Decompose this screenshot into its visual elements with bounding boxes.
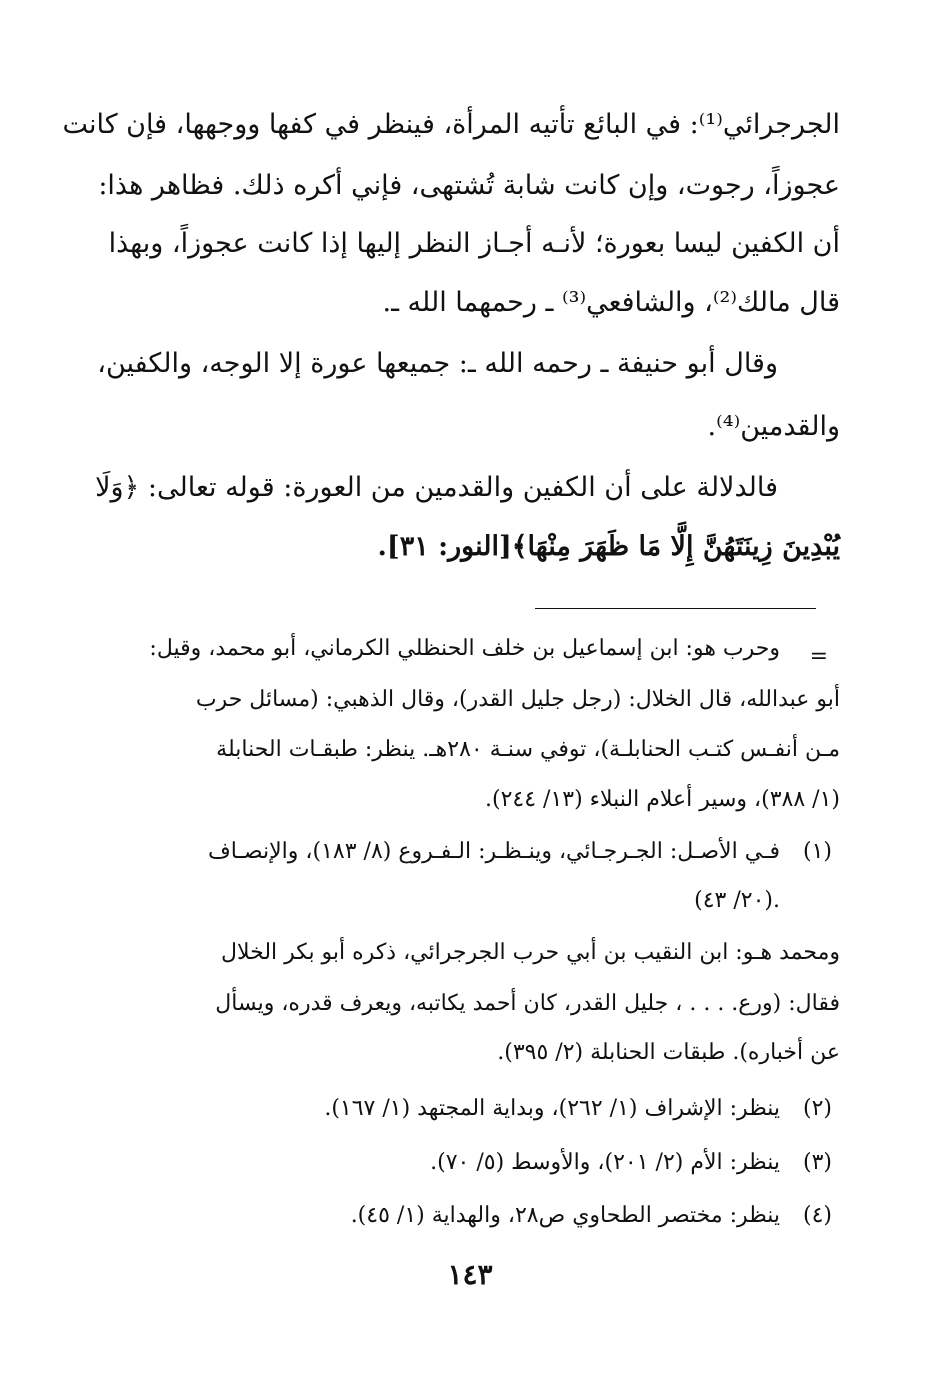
footnote-line: ينظر: الأم (٢/ ٢٠١)، والأوسط (٥/ ٧٠). xyxy=(430,1150,780,1175)
page-number: ١٤٣ xyxy=(447,1258,493,1291)
footnote-line: ينظر: مختصر الطحاوي ص٢٨، والهداية (١/ ٤٥). xyxy=(350,1203,780,1228)
main-text-line: قال مالك⁽²⁾، والشافعي⁽³⁾ ـ رحمهما الله ـ. xyxy=(382,287,840,318)
main-text-line: عجوزاً، رجوت، وإن كانت شابة تُشتهى، فإني أكره ذلك. فظاهر هذا: xyxy=(98,170,840,201)
main-text-line: وقال أبو حنيفة ـ رحمه الله ـ: جميعها عورة إلا الوجه، والكفين، xyxy=(97,348,778,379)
footnote-line: مـن أنفـس كتـب الحنابلـة)، توفي سنـة ٢٨٠هـ. ينظر: طبقـات الحنابلة xyxy=(216,737,840,762)
footnote-continuation-marker: = xyxy=(809,644,828,669)
footnote-number: (٤) xyxy=(802,1203,832,1228)
main-text-line: أن الكفين ليسا بعورة؛ لأنـه أجـاز النظر إليها إذا كانت عجوزاً، وبهذا xyxy=(108,228,840,259)
main-text-line: والقدمين⁽⁴⁾. xyxy=(707,411,840,442)
footnote-line: وحرب هو: ابن إسماعيل بن خلف الحنظلي الكرماني، أبو محمد، وقيل: xyxy=(149,636,780,661)
footnote-line: أبو عبدالله، قال الخلال: (رجل جليل القدر)، وقال الذهبي: (مسائل حرب xyxy=(195,687,840,712)
main-text-line: الجرجرائي⁽¹⁾: في البائع تأتيه المرأة، فينظر في كفها ووجهها، فإن كانت xyxy=(62,109,840,140)
quran-verse-line: يُبْدِينَ زِينَتَهُنَّ إِلَّا مَا ظَهَرَ مِنْهَا﴾[النور: ٣١]. xyxy=(377,531,840,562)
footnote-line: فقال: (ورع. . . . ، جليل القدر، كان أحمد يكاتبه، ويعرف قدره، ويسأل xyxy=(215,991,840,1016)
footnote-line: فـي الأصـل: الجـرجـائي، وينـظـر: الـفـروع (٨/ ١٨٣)، والإنصـاف xyxy=(207,839,780,864)
footnote-separator xyxy=(535,608,816,609)
footnote-line: (١/ ٣٨٨)، وسير أعلام النبلاء (١٣/ ٢٤٤). xyxy=(485,787,840,812)
footnote-number: (٣) xyxy=(802,1150,832,1175)
footnote-number: (٢) xyxy=(802,1096,832,1121)
footnote-line: ومحمد هـو: ابن النقيب بن أبي حرب الجرجرائي، ذكره أبو بكر الخلال xyxy=(221,940,840,965)
main-text-line: فالدلالة على أن الكفين والقدمين من العورة: قوله تعالى: ﴿وَلَا xyxy=(95,472,778,503)
footnote-line: ينظر: الإشراف (١/ ٢٦٢)، وبداية المجتهد (١/ ١٦٧). xyxy=(324,1096,780,1121)
footnote-line: (٢٠/ ٤٣). xyxy=(694,888,780,913)
footnote-line: عن أخباره). طبقات الحنابلة (٢/ ٣٩٥). xyxy=(497,1040,840,1065)
footnote-number: (١) xyxy=(802,839,832,864)
